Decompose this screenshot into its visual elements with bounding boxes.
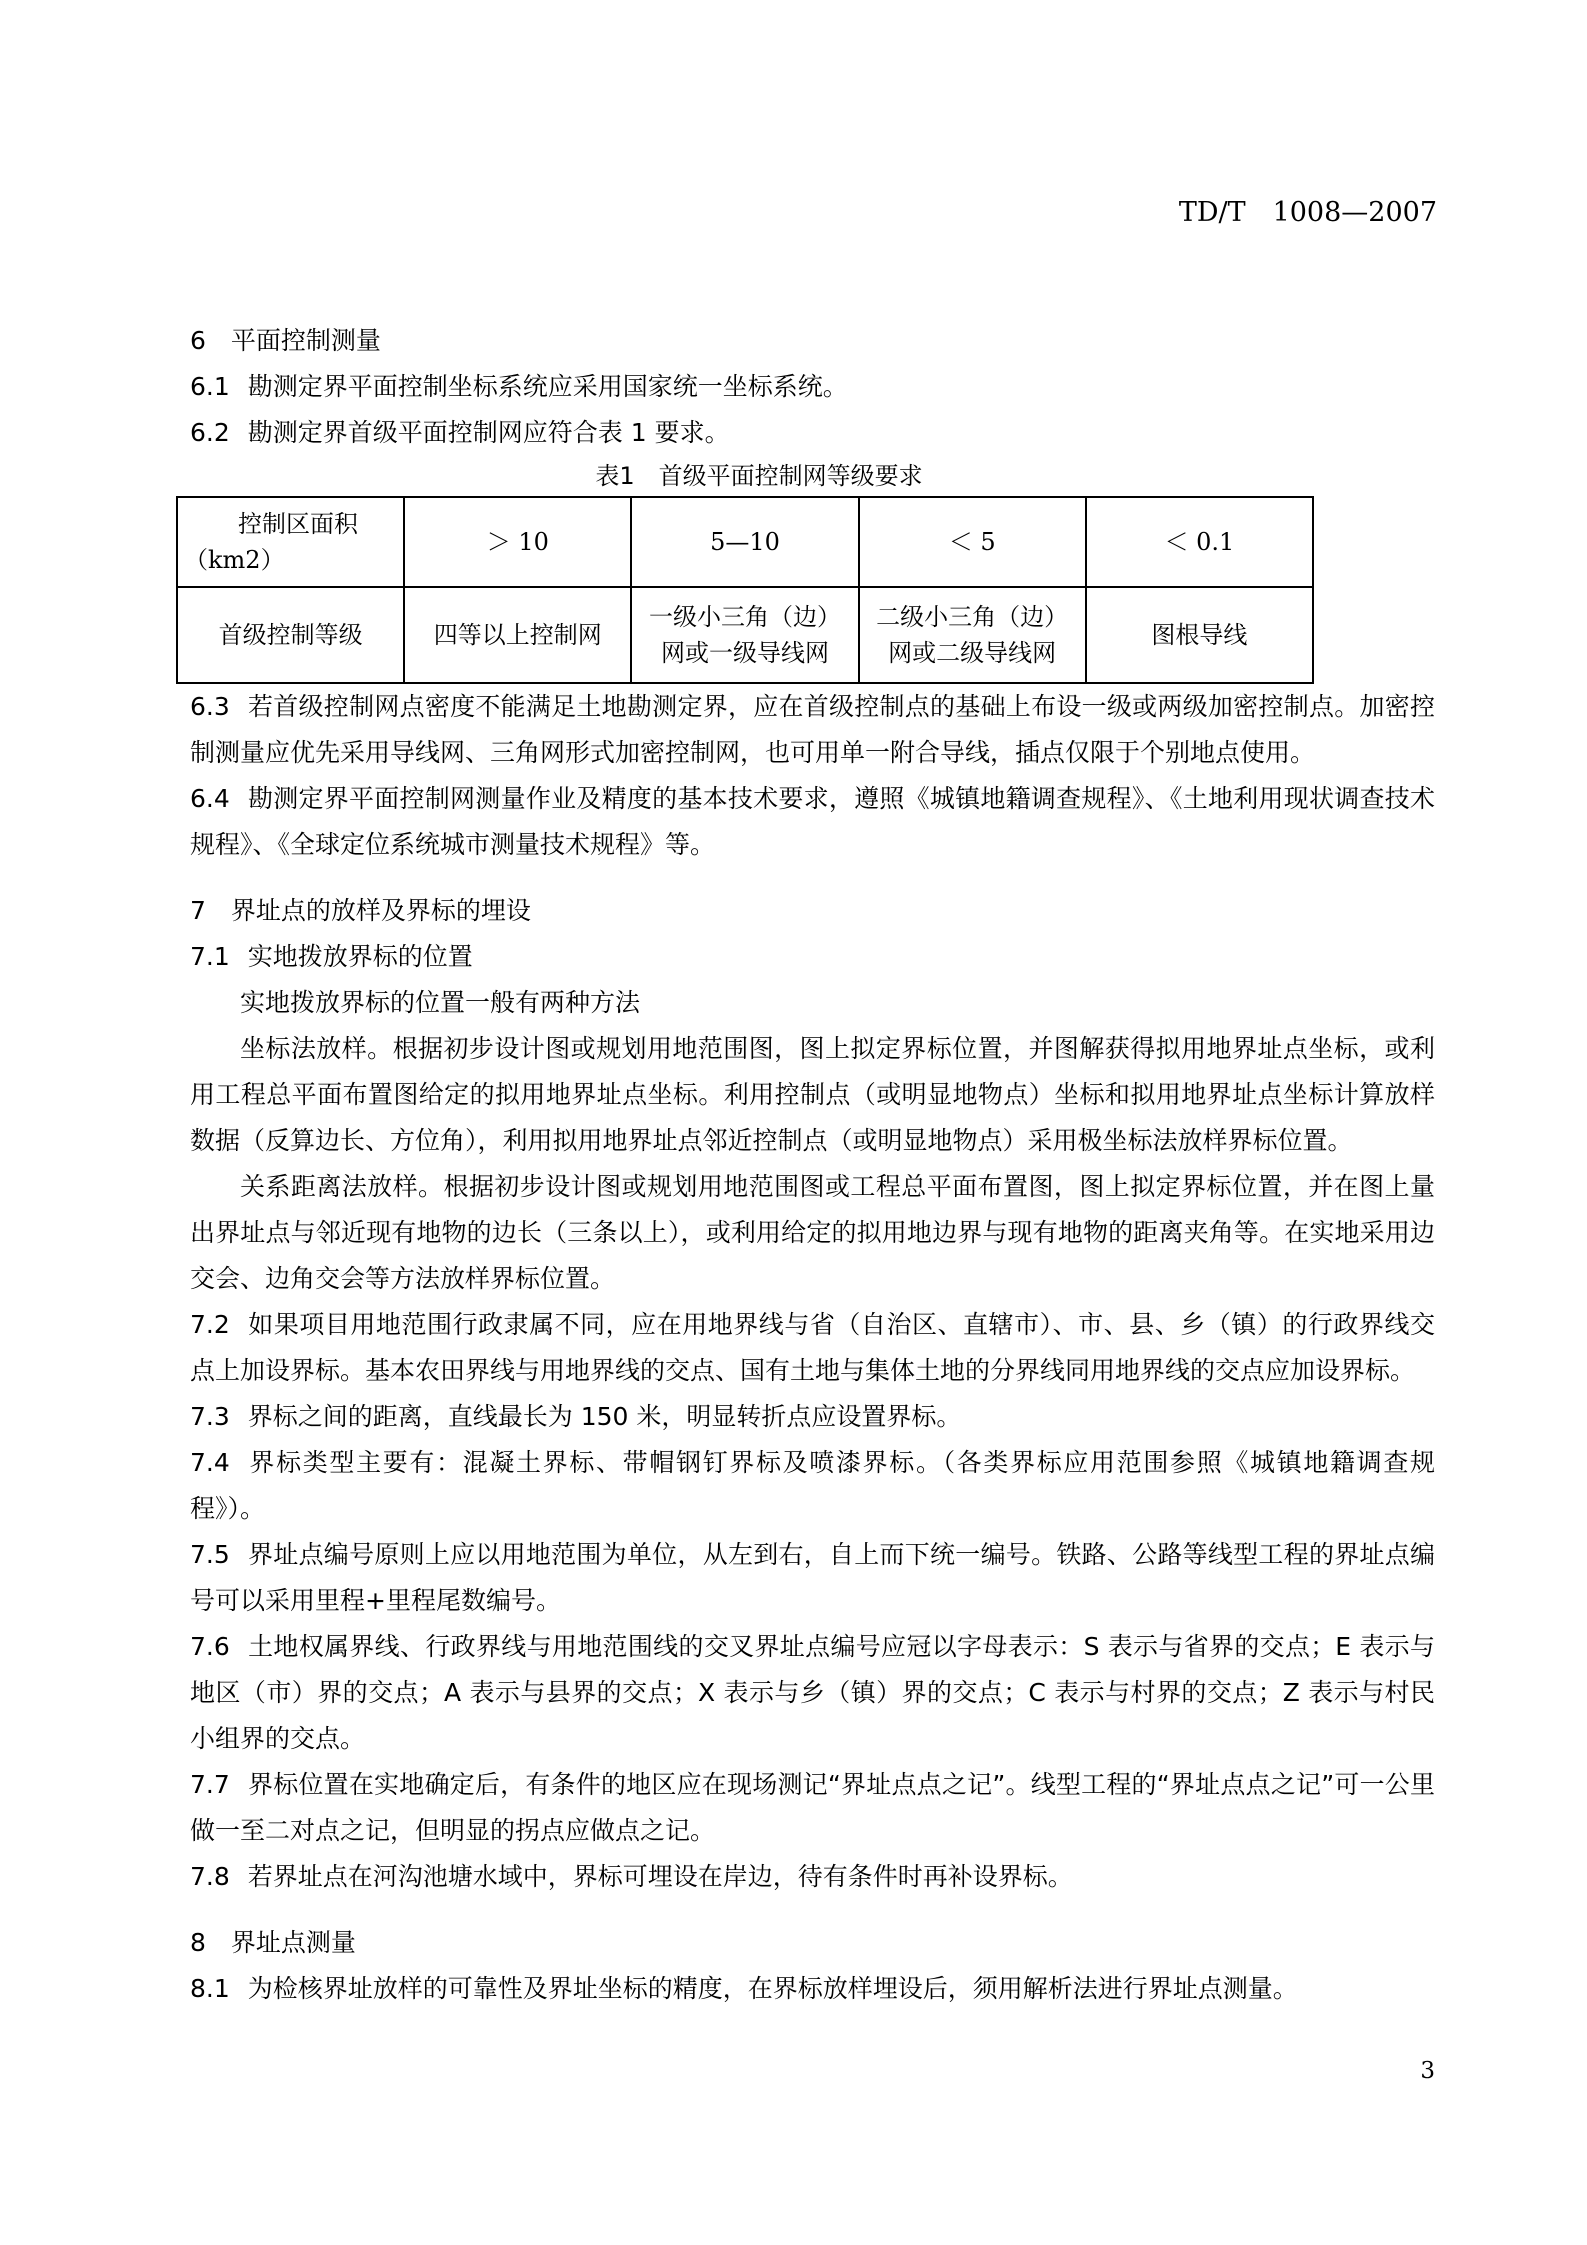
section-7-heading: 7 界址点的放样及界标的埋设: [190, 896, 531, 925]
clause-number: 7.1: [190, 942, 230, 971]
table-cell: 图根导线: [1086, 587, 1313, 683]
clause-7-3: [190, 1394, 1435, 1440]
standard-code: TD/T 1008—2007: [1178, 197, 1437, 228]
clause-number: 6.2: [190, 418, 230, 447]
clause-text: 界址点编号原则上应以用地范围为单位，从左到右，自上而下统一编号。铁路、公路等线型工程的界址点编号可以采用里程+里程尾数编号。: [190, 1540, 1435, 1615]
clause-number: 7.3: [190, 1402, 230, 1431]
clause-text: 界标类型主要有：混凝土界标、带帽钢钉界标及喷漆界标。（各类界标应用范围参照《城镇地籍调查规程》）。: [190, 1448, 1435, 1523]
area-unit: （km2）: [184, 546, 285, 574]
table-row: [177, 497, 1313, 587]
clause-text: 界标位置在实地确定后，有条件的地区应在现场测记“界址点点之记”。线型工程的“界址点点之记”可一公里做一至二对点之记，但明显的拐点应做点之记。: [190, 1770, 1435, 1845]
clause-text: 土地权属界线、行政界线与用地范围线的交叉界址点编号应冠以字母表示：S 表示与省界的交点；E 表示与地区（市）界的交点；A 表示与县界的交点；X 表示与乡（镇）界的交点；C 表示与村界的交点；Z 表示与村民小组界的交点。: [190, 1632, 1435, 1753]
clause-number: 8.1: [190, 1974, 230, 2003]
clause-text: 界标之间的距离，直线最长为 150 米，明显转折点应设置界标。: [247, 1402, 962, 1431]
clause-7-1: [190, 934, 1435, 980]
clause-text: 勘测定界首级平面控制网应符合表 1 要求。: [247, 418, 730, 447]
table-cell: 一级小三角（边）网或一级导线网: [631, 587, 858, 683]
clause-text: 勘测定界平面控制坐标系统应采用国家统一坐标系统。: [247, 372, 848, 401]
page-number: 3: [1420, 2058, 1435, 2084]
clause-7-6: [190, 1624, 1435, 1762]
table-cell: ＜ 0.1: [1086, 497, 1313, 587]
clause-7-7: [190, 1762, 1435, 1854]
paragraph: 坐标法放样。根据初步设计图或规划用地范围图，图上拟定界标位置，并图解获得拟用地界址点坐标，或利用工程总平面布置图给定的拟用地界址点坐标。利用控制点（或明显地物点）坐标和拟用地界址点坐标计算放样数据（反算边长、方位角），利用拟用地界址点邻近控制点（或明显地物点）采用极坐标法放样界标位置。: [190, 1034, 1435, 1155]
clause-number: 7.4: [190, 1448, 230, 1477]
clause-8-1: [190, 1966, 1435, 2012]
clause-text: 若界址点在河沟池塘水域中，界标可埋设在岸边，待有条件时再补设界标。: [247, 1862, 1073, 1891]
table-cell: ＜ 5: [859, 497, 1086, 587]
clause-number: 7.5: [190, 1540, 230, 1569]
clause-text: 为检核界址放样的可靠性及界址坐标的精度，在界标放样埋设后，须用解析法进行界址点测量。: [247, 1974, 1298, 2003]
clause-number: 6.4: [190, 784, 230, 813]
clause-number: 7.8: [190, 1862, 230, 1891]
table-1-caption: 表1 首级平面控制网等级要求: [595, 462, 923, 490]
table-row: [177, 587, 1313, 683]
clause-text: 勘测定界平面控制网测量作业及精度的基本技术要求，遵照《城镇地籍调查规程》、《土地利用现状调查技术规程》、《全球定位系统城市测量技术规程》等。: [190, 784, 1435, 859]
table-1: [176, 496, 1314, 684]
section-6-heading: 6 平面控制测量: [190, 326, 381, 355]
section-8-heading: 8 界址点测量: [190, 1928, 356, 1957]
clause-7-5: [190, 1532, 1435, 1624]
clause-7-2: [190, 1302, 1435, 1394]
clause-number: 7.7: [190, 1770, 230, 1799]
clause-text: 实地拨放界标的位置: [247, 942, 473, 971]
clause-number: 6.1: [190, 372, 230, 401]
clause-6-4: [190, 776, 1435, 868]
clause-number: 7.2: [190, 1310, 230, 1339]
area-label: 控制区面积: [238, 510, 358, 538]
table-cell: 5—10: [631, 497, 858, 587]
clause-7-8: [190, 1854, 1435, 1900]
clause-number: 6.3: [190, 692, 230, 721]
table-header-cell: 首级控制等级: [177, 587, 404, 683]
clause-text: 若首级控制网点密度不能满足土地勘测定界，应在首级控制点的基础上布设一级或两级加密控制点。加密控制测量应优先采用导线网、三角网形式加密控制网，也可用单一附合导线，插点仅限于个别地点使用。: [190, 692, 1435, 767]
clause-number: 7.6: [190, 1632, 230, 1661]
clause-6-2: [190, 410, 1435, 456]
clause-text: 如果项目用地范围行政隶属不同，应在用地界线与省（自治区、直辖市）、市、县、乡（镇）的行政界线交点上加设界标。基本农田界线与用地界线的交点、国有土地与集体土地的分界线同用地界线的交点应加设界标。: [190, 1310, 1435, 1385]
table-cell: 四等以上控制网: [404, 587, 631, 683]
paragraph: 关系距离法放样。根据初步设计图或规划用地范围图或工程总平面布置图，图上拟定界标位置，并在图上量出界址点与邻近现有地物的边长（三条以上），或利用给定的拟用地边界与现有地物的距离夹角等。在实地采用边交会、边角交会等方法放样界标位置。: [190, 1172, 1435, 1293]
clause-6-1: [190, 364, 1435, 410]
table-cell: 二级小三角（边）网或二级导线网: [859, 587, 1086, 683]
clause-6-3: [190, 684, 1435, 776]
table-header-cell: [177, 497, 404, 587]
table-cell: ＞ 10: [404, 497, 631, 587]
document-body: [184, 318, 1435, 2012]
clause-7-4: [190, 1440, 1435, 1532]
paragraph: 实地拨放界标的位置一般有两种方法: [240, 988, 641, 1017]
